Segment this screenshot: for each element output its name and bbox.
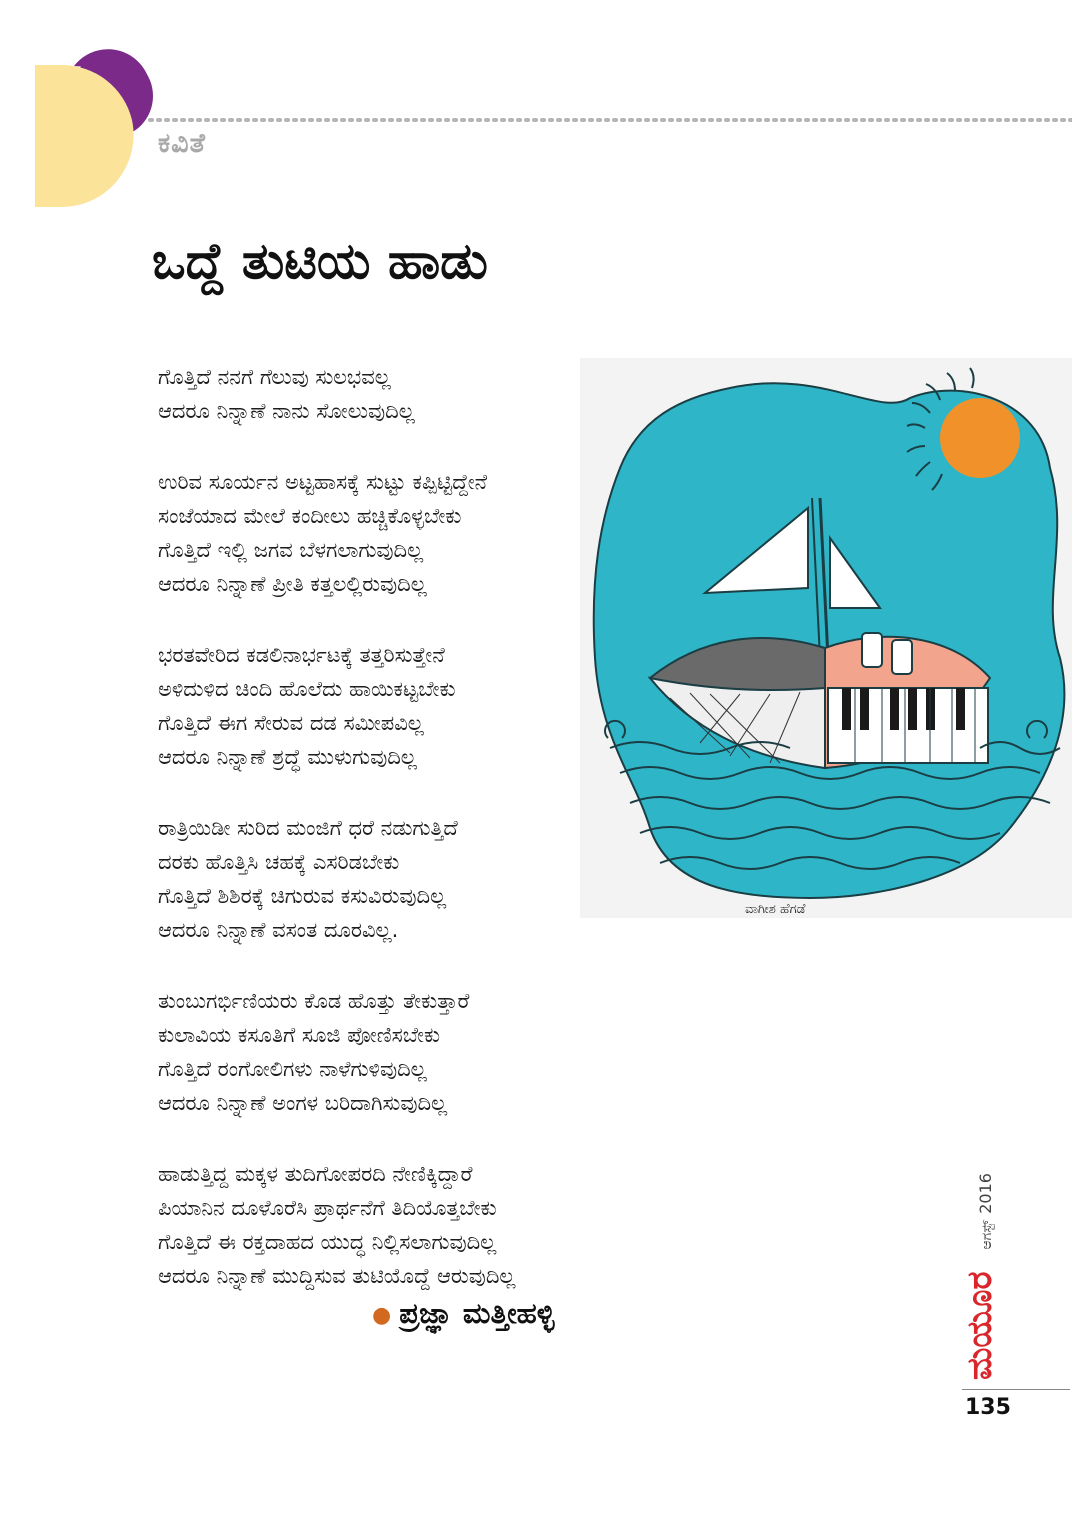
stanza	[158, 984, 638, 1120]
poem-line: ಗೊತ್ತಿದೆ ಶಿಶಿರಕ್ಕೆ ಚಿಗುರುವ ಕಸುವಿರುವುದಿಲ್ಲ	[158, 884, 447, 908]
poem-line: ಆದರೂ ನಿನ್ನಾಣೆ ವಸಂತ ದೂರವಿಲ್ಲ.	[158, 918, 399, 942]
issue-year: 2016	[976, 1173, 995, 1214]
stanza	[158, 1157, 638, 1293]
magazine-sidebar	[960, 1173, 1000, 1380]
poem-line: ಆದರೂ ನಿನ್ನಾಣೆ ಪ್ರೀತಿ ಕತ್ತಲಲ್ಲಿರುವುದಿಲ್ಲ	[158, 572, 427, 596]
poem-line: ಪಿಯಾನಿನ ದೂಳೊರೆಸಿ ಪ್ರಾರ್ಥನೆಗೆ ತಿದಿಯೊತ್ತಬೇಕು	[158, 1196, 497, 1220]
illustration-credit: ವಾಗೀಶ ಹೆಗಡೆ	[745, 902, 806, 917]
poem-line: ಆದರೂ ನಿನ್ನಾಣೆ ಅಂಗಳ ಬರಿದಾಗಿಸುವುದಿಲ್ಲ	[158, 1091, 448, 1115]
poem-line: ಹಾಡುತ್ತಿದ್ದ ಮಕ್ಕಳ ತುದಿಗೋಪರದಿ ನೇಣಿಕ್ಕಿದ್ದಾರೆ	[158, 1162, 473, 1186]
poem-line: ದರಕು ಹೊತ್ತಿಸಿ ಚಹಕ್ಕೆ ಎಸರಿಡಬೇಕು	[158, 850, 400, 874]
poem-title: ಒದ್ದೆ ತುಟಿಯ ಹಾಡು	[152, 232, 488, 290]
poem-line: ರಾತ್ರಿಯಿಡೀ ಸುರಿದ ಮಂಜಿಗೆ ಧರೆ ನಡುಗುತ್ತಿದೆ	[158, 816, 458, 840]
poem-line: ತುಂಬುಗರ್ಭಿಣಿಯರು ಕೊಡ ಹೊತ್ತು ತೇಕುತ್ತಾರೆ	[158, 989, 470, 1013]
poem-line: ಆದರೂ ನಿನ್ನಾಣೆ ನಾನು ಸೋಲುವುದಿಲ್ಲ	[158, 399, 415, 423]
poem-line: ಗೊತ್ತಿದೆ ಈ ರಕ್ತದಾಹದ ಯುದ್ಧ ನಿಲ್ಲಿಸಲಾಗುವುದಿಲ್ಲ	[158, 1230, 497, 1254]
header-decoration	[0, 0, 1072, 215]
section-label: ಕವಿತೆ	[158, 128, 206, 159]
poem-line: ಸಂಜೆಯಾದ ಮೇಲೆ ಕಂದೀಲು ಹಚ್ಚಿಕೊಳ್ಳಬೇಕು	[158, 504, 462, 528]
page-number-rule	[962, 1389, 1070, 1390]
stanza	[158, 360, 638, 428]
sun-disc	[940, 398, 1020, 478]
poem-line: ಉರಿವ ಸೂರ್ಯನ ಅಟ್ಟಹಾಸಕ್ಕೆ ಸುಟ್ಟು ಕಪ್ಪಿಟ್ಟಿದ್ದೇನೆ	[158, 470, 488, 494]
author-byline	[372, 1296, 554, 1331]
poem-line: ಭರತವೇರಿದ ಕಡಲಿನಾರ್ಭಟಕ್ಕೆ ತತ್ತರಿಸುತ್ತೇನೆ	[158, 643, 445, 667]
poem-line: ಆದರೂ ನಿನ್ನಾಣೆ ಶ್ರದ್ಧೆ ಮುಳುಗುವುದಿಲ್ಲ	[158, 745, 417, 769]
boat-illustration	[580, 358, 1072, 918]
magazine-name: ಮಯೂರ	[960, 1271, 1000, 1380]
stanza	[158, 465, 638, 601]
poem-line: ಗೊತ್ತಿದೆ ರಂಗೋಲಿಗಳು ನಾಳೆಗುಳಿವುದಿಲ್ಲ	[158, 1057, 427, 1081]
bullet-dot-icon: ●	[372, 1302, 392, 1328]
stanza	[158, 811, 638, 947]
poem-body	[158, 360, 638, 1330]
poem-line: ಅಳಿದುಳಿದ ಚಿಂದಿ ಹೊಲೆದು ಹಾಯಿಕಟ್ಟಬೇಕು	[158, 677, 456, 701]
poem-line: ಗೊತ್ತಿದೆ ಈಗ ಸೇರುವ ದಡ ಸಮೀಪವಿಲ್ಲ	[158, 711, 424, 735]
poem-line: ಕುಲಾವಿಯ ಕಸೂತಿಗೆ ಸೂಜಿ ಪೋಣಿಸಬೇಕು	[158, 1023, 441, 1047]
issue-month: ಆಗಸ್ಟ್	[979, 1219, 995, 1250]
author-name: ಪ್ರಜ್ಞಾ ಮತ್ತೀಹಳ್ಳಿ	[399, 1296, 555, 1330]
poem-line: ಗೊತ್ತಿದೆ ಇಲ್ಲಿ ಜಗವ ಬೆಳಗಲಾಗುವುದಿಲ್ಲ	[158, 538, 424, 562]
page-number: 135	[965, 1395, 1011, 1420]
stanza	[158, 638, 638, 774]
poem-line: ಆದರೂ ನಿನ್ನಾಣೆ ಮುದ್ದಿಸುವ ತುಟಿಯೊದ್ದೆ ಆರುವುದಿಲ್ಲ	[158, 1264, 516, 1288]
poem-line: ಗೊತ್ತಿದೆ ನನಗೆ ಗೆಲುವು ಸುಲಭವಲ್ಲ	[158, 365, 391, 389]
